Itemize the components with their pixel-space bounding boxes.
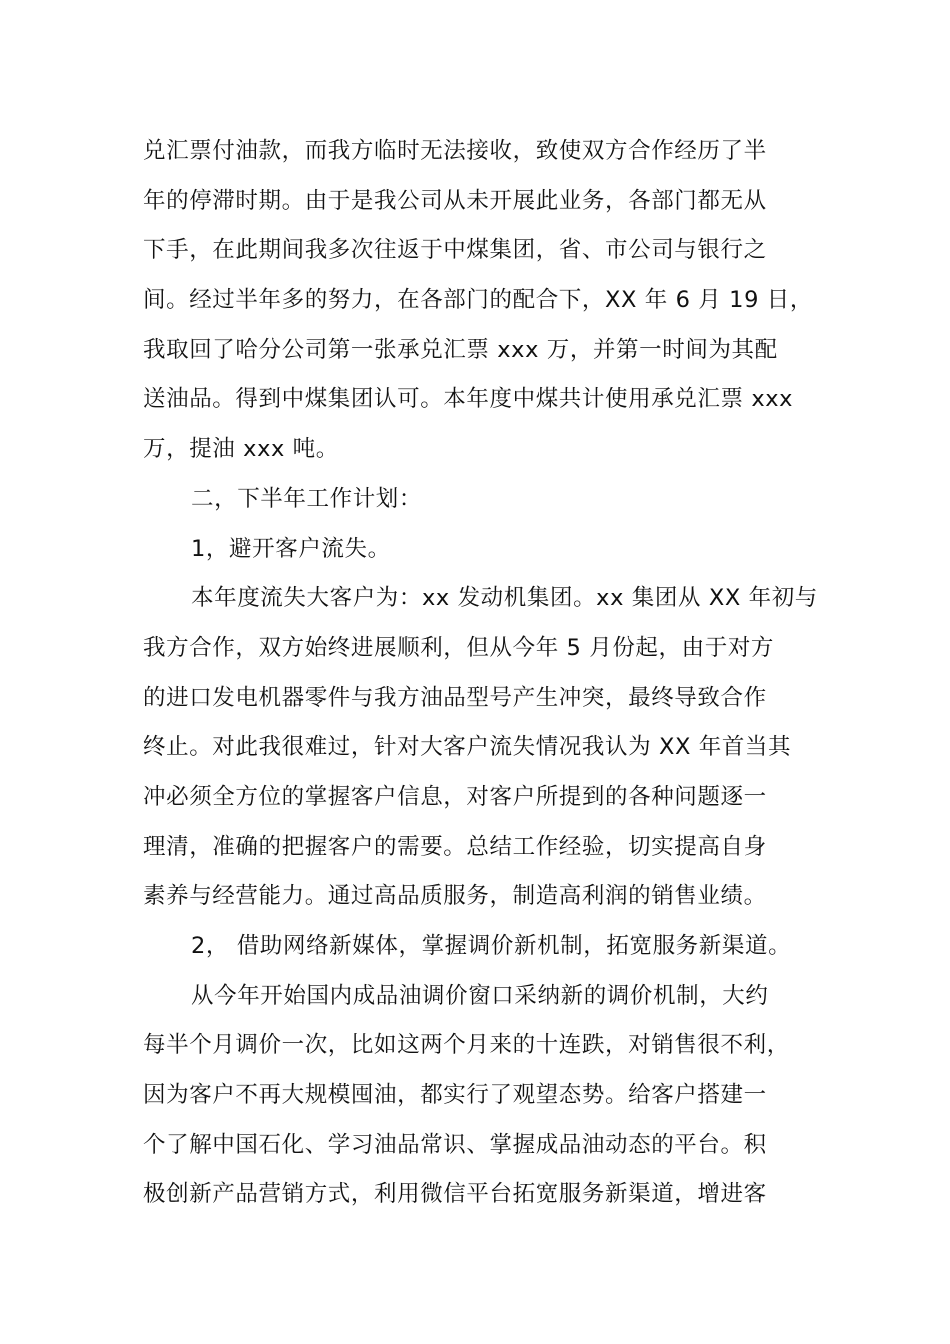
text-line: 下手，在此期间我多次往返于中煤集团，省、市公司与银行之 (143, 237, 767, 264)
text-line: 2， 借助网络新媒体，掌握调价新机制，拓宽服务新渠道。 (191, 933, 792, 959)
text-line: 二，下半年工作计划： (191, 485, 423, 512)
text-line: 每半个月调价一次，比如这两个月来的十连跌，对销售很不利， (143, 1032, 790, 1059)
text-line: 理清，准确的把握客户的需要。总结工作经验，切实提高自身 (143, 833, 767, 860)
text-line: 终止。对此我很难过，针对大客户流失情况我认为 XX 年首当其 (143, 734, 792, 761)
text-line: 因为客户不再大规模囤油，都实行了观望态势。给客户搭建一 (143, 1082, 767, 1109)
text-line: 送油品。得到中煤集团认可。本年度中煤共计使用承兑汇票 xxx (143, 386, 794, 413)
text-line: 个了解中国石化、学习油品常识、掌握成品油动态的平台。积 (143, 1131, 767, 1158)
text-line: 万，提油 xxx 吨。 (143, 436, 339, 463)
text-line: 的进口发电机器零件与我方油品型号产生冲突，最终导致合作 (143, 684, 767, 711)
text-line: 间。经过半年多的努力，在各部门的配合下，XX 年 6 月 19 日， (143, 287, 813, 314)
text-line: 从今年开始国内成品油调价窗口采纳新的调价机制，大约 (191, 982, 769, 1009)
document-body (143, 127, 823, 1220)
text-line: 我方合作，双方始终进展顺利，但从今年 5 月份起，由于对方 (143, 634, 775, 661)
text-line: 冲必须全方位的掌握客户信息，对客户所提到的各种问题逐一 (143, 783, 767, 810)
text-line: 素养与经营能力。通过高品质服务，制造高利润的销售业绩。 (143, 883, 767, 910)
text-line: 兑汇票付油款，而我方临时无法接收，致使双方合作经历了半 (143, 138, 767, 164)
text-line: 本年度流失大客户为：xx 发动机集团。xx 集团从 XX 年初与 (191, 585, 818, 612)
text-line: 1，避开客户流失。 (191, 535, 391, 562)
text-line: 年的停滞时期。由于是我公司从未开展此业务，各部门都无从 (143, 187, 767, 214)
text-line: 极创新产品营销方式，利用微信平台拓宽服务新渠道，增进客 (143, 1181, 767, 1208)
text-line: 我取回了哈分公司第一张承兑汇票 xxx 万，并第一时间为其配 (143, 336, 778, 363)
